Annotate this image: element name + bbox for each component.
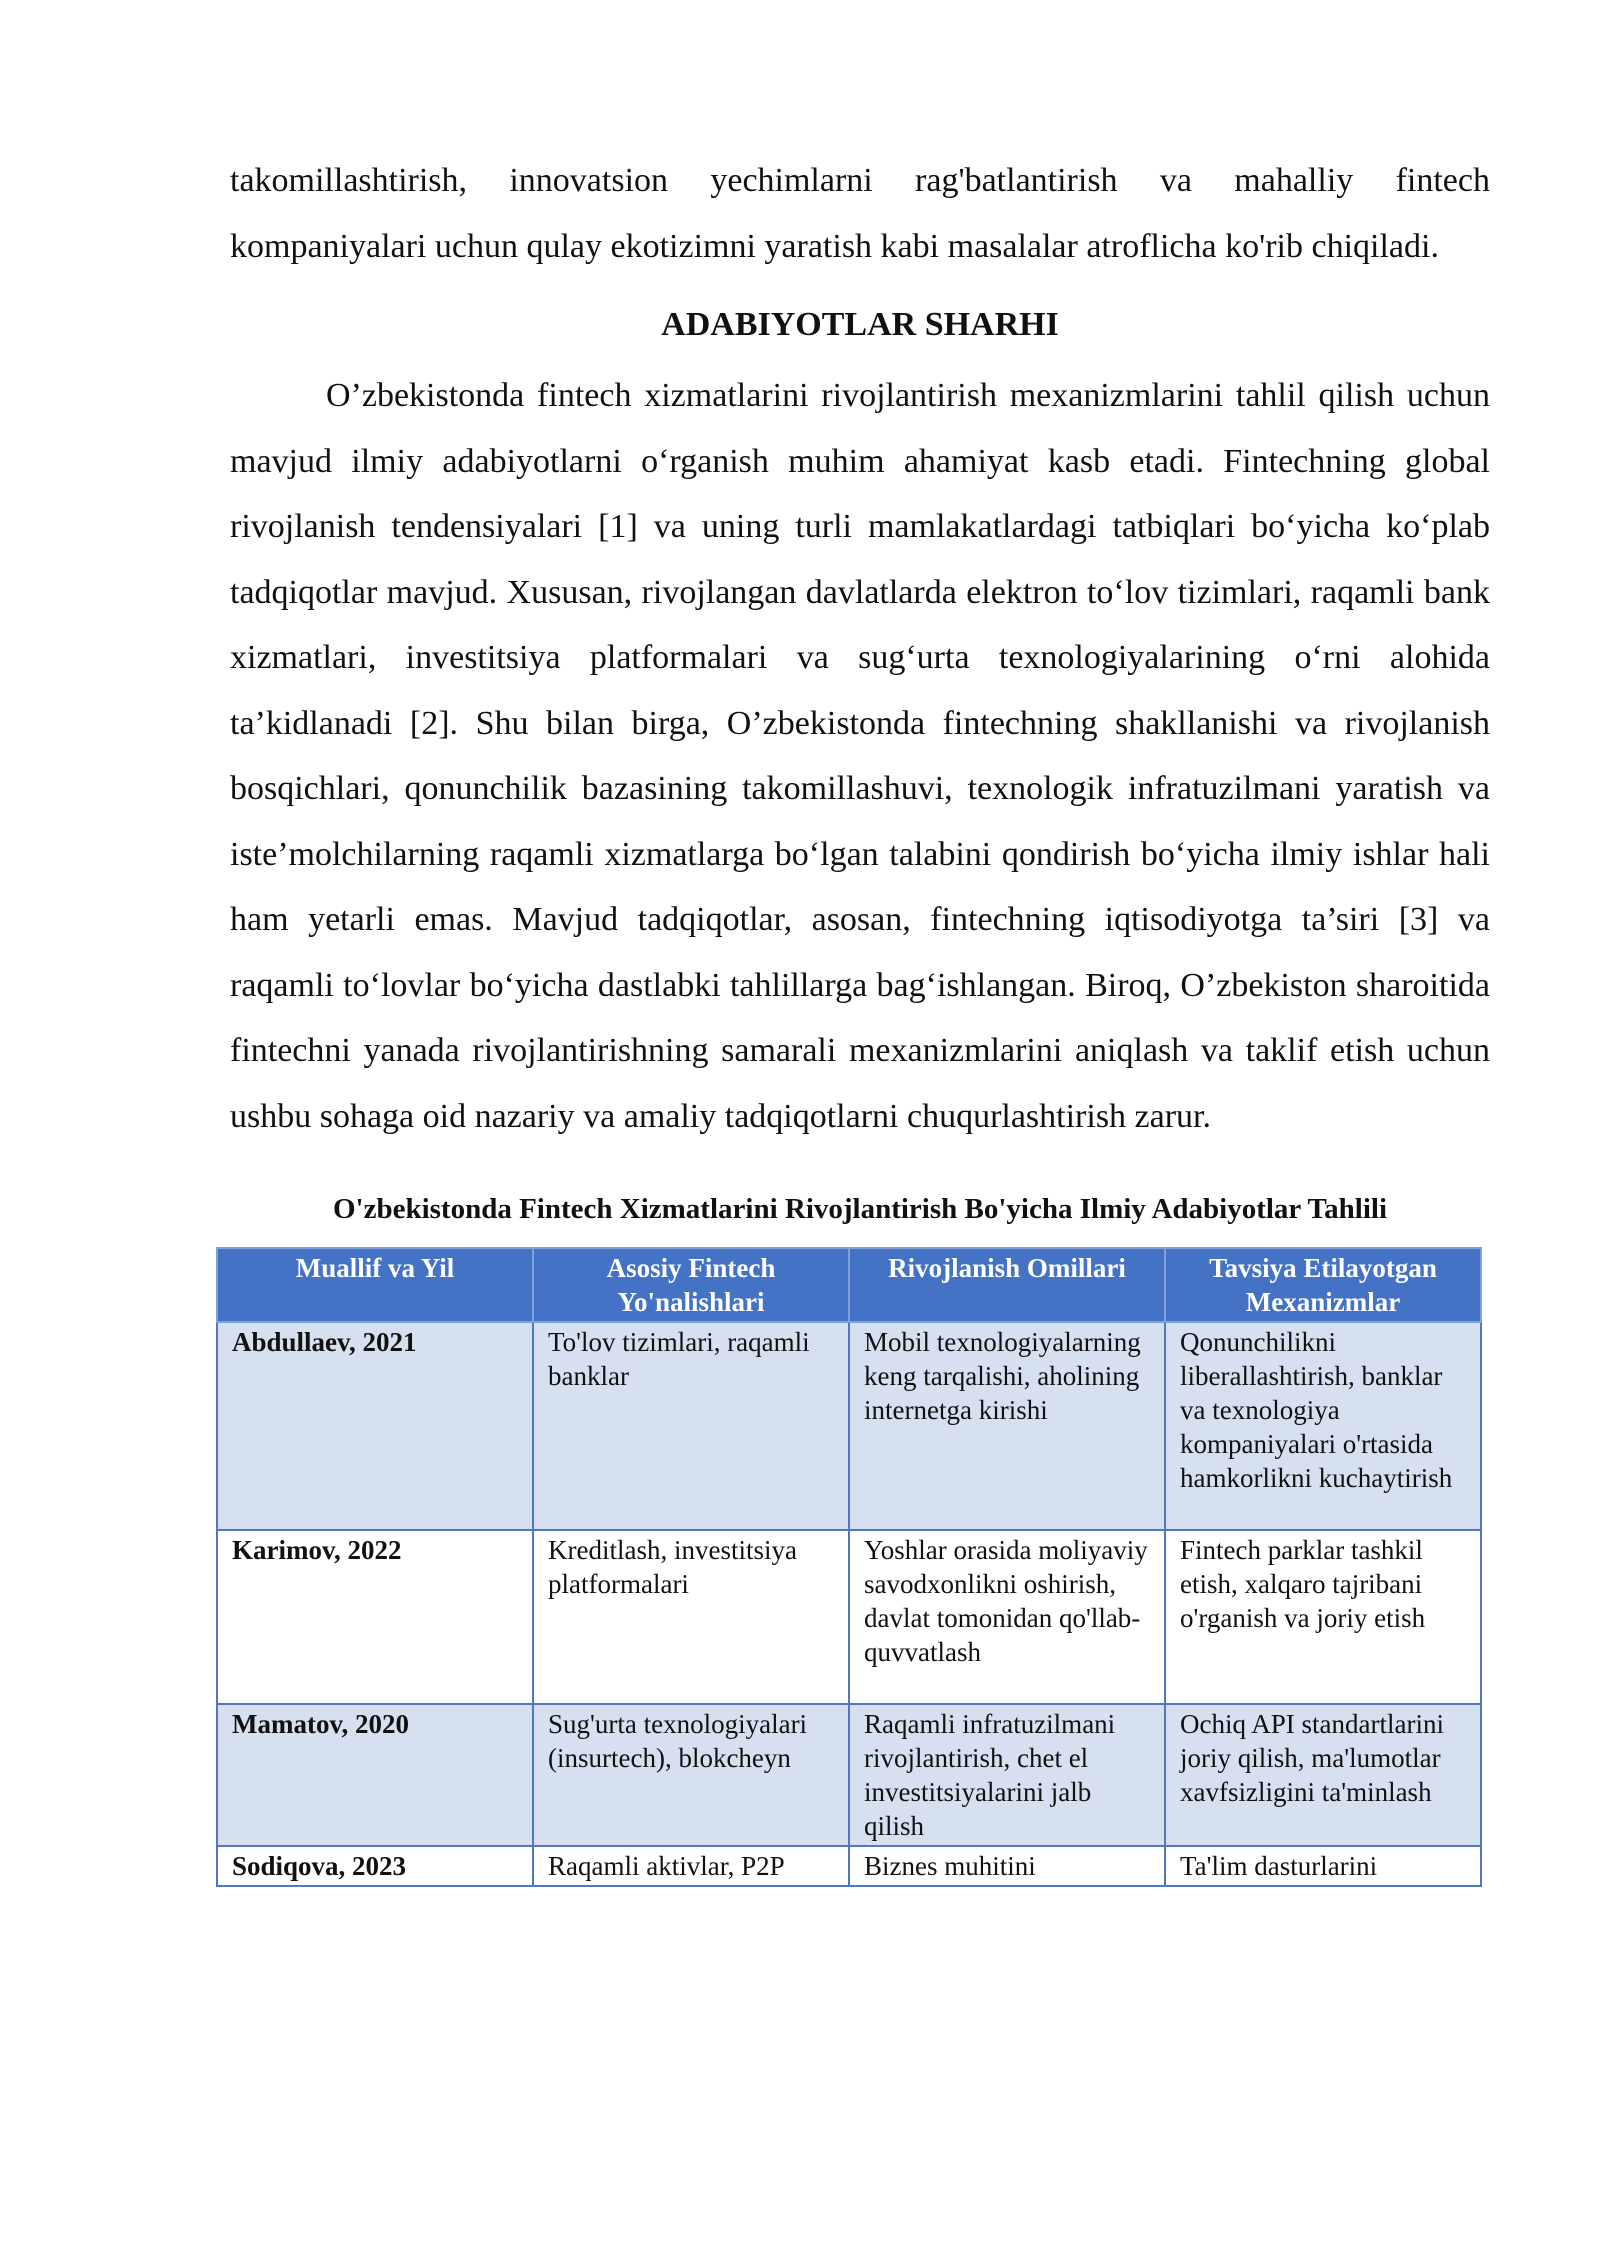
cell-factors: Biznes muhitini bbox=[849, 1846, 1165, 1886]
cell-author: Abdullaev, 2021 bbox=[217, 1322, 533, 1530]
document-page bbox=[230, 148, 1490, 1887]
table-header-row bbox=[217, 1248, 1481, 1322]
cell-mechanisms: Qonunchilikni liberallashtirish, banklar va texnologiya kompaniyalari o'rtasida hamkorlikni kuchaytirish bbox=[1165, 1322, 1481, 1530]
cell-mechanisms: Fintech parklar tashkil etish, xalqaro tajribani o'rganish va joriy etish bbox=[1165, 1530, 1481, 1704]
table-row bbox=[217, 1846, 1481, 1886]
header-recommended-mechanisms: Tavsiya Etilayotgan Mexanizmlar bbox=[1165, 1248, 1481, 1322]
cell-author: Mamatov, 2020 bbox=[217, 1704, 533, 1846]
table-row bbox=[217, 1322, 1481, 1530]
cell-directions: Sug'urta texnologiyalari (insurtech), blokcheyn bbox=[533, 1704, 849, 1846]
cell-directions: Raqamli aktivlar, P2P bbox=[533, 1846, 849, 1886]
cell-directions: Kreditlash, investitsiya platformalari bbox=[533, 1530, 849, 1704]
intro-paragraph: takomillashtirish, innovatsion yechimlarni rag'batlantirish va mahalliy fintech kompaniyalari uchun qulay ekotizimni yaratish kabi masalalar atroflicha ko'rib chiqiladi. bbox=[230, 162, 1490, 265]
table-row bbox=[217, 1530, 1481, 1704]
header-development-factors: Rivojlanish Omillari bbox=[849, 1248, 1165, 1322]
section-heading: ADABIYOTLAR SHARHI bbox=[661, 306, 1059, 343]
cell-author: Sodiqova, 2023 bbox=[217, 1846, 533, 1886]
cell-directions: To'lov tizimlari, raqamli banklar bbox=[533, 1322, 849, 1530]
cell-factors: Yoshlar orasida moliyaviy savodxonlikni oshirish, davlat tomonidan qo'llab-quvvatlash bbox=[849, 1530, 1165, 1704]
header-fintech-directions: Asosiy Fintech Yo'nalishlari bbox=[533, 1248, 849, 1322]
literature-review-paragraph: O’zbekistonda fintech xizmatlarini rivojlantirish mexanizmlarini tahlil qilish uchun mavjud ilmiy adabiyotlarni o‘rganish muhim ahamiyat kasb etadi. Fintechning global rivojlanish tendensiyalari [1] va uning turli mamlakatlardagi tatbiqlari bo‘yicha ko‘plab tadqiqotlar mavjud. Xususan, rivojlangan davlatlarda elektron to‘lov tizimlari, raqamli bank xizmatlari, investitsiya platformalari va sug‘urta texnologiyalarining o‘rni alohida ta’kidlanadi [2]. Shu bilan birga, O’zbekistonda fintechning shakllanishi va rivojlanish bosqichlari, qonunchilik bazasining takomillashuvi, texnologik infratuzilmani yaratish va iste’molchilarning raqamli xizmatlarga bo‘lgan talabini qondirish bo‘yicha ilmiy ishlar hali ham yetarli emas. Mavjud tadqiqotlar, asosan, fintechning iqtisodiyotga ta’siri [3] va raqamli to‘lovlar bo‘yicha dastlabki tahlillarga bag‘ishlangan. Biroq, O’zbekiston sharoitida fintechni yanada rivojlantirishning samarali mexanizmlarini aniqlash va taklif etish uchun ushbu sohaga oid nazariy va amaliy tadqiqotlarni chuqurlashtirish zarur. bbox=[230, 377, 1490, 1135]
table-caption: O'zbekistonda Fintech Xizmatlarini Rivojlantirish Bo'yicha Ilmiy Adabiyotlar Tahlili bbox=[332, 1193, 1388, 1225]
literature-table bbox=[216, 1247, 1482, 1887]
header-author-year: Muallif va Yil bbox=[217, 1248, 533, 1322]
cell-factors: Raqamli infratuzilmani rivojlantirish, chet el investitsiyalarini jalb qilish bbox=[849, 1704, 1165, 1846]
cell-mechanisms: Ochiq API standartlarini joriy qilish, ma'lumotlar xavfsizligini ta'minlash bbox=[1165, 1704, 1481, 1846]
table-row bbox=[217, 1704, 1481, 1846]
cell-factors: Mobil texnologiyalarning keng tarqalishi, aholining internetga kirishi bbox=[849, 1322, 1165, 1530]
cell-mechanisms: Ta'lim dasturlarini bbox=[1165, 1846, 1481, 1886]
cell-author: Karimov, 2022 bbox=[217, 1530, 533, 1704]
